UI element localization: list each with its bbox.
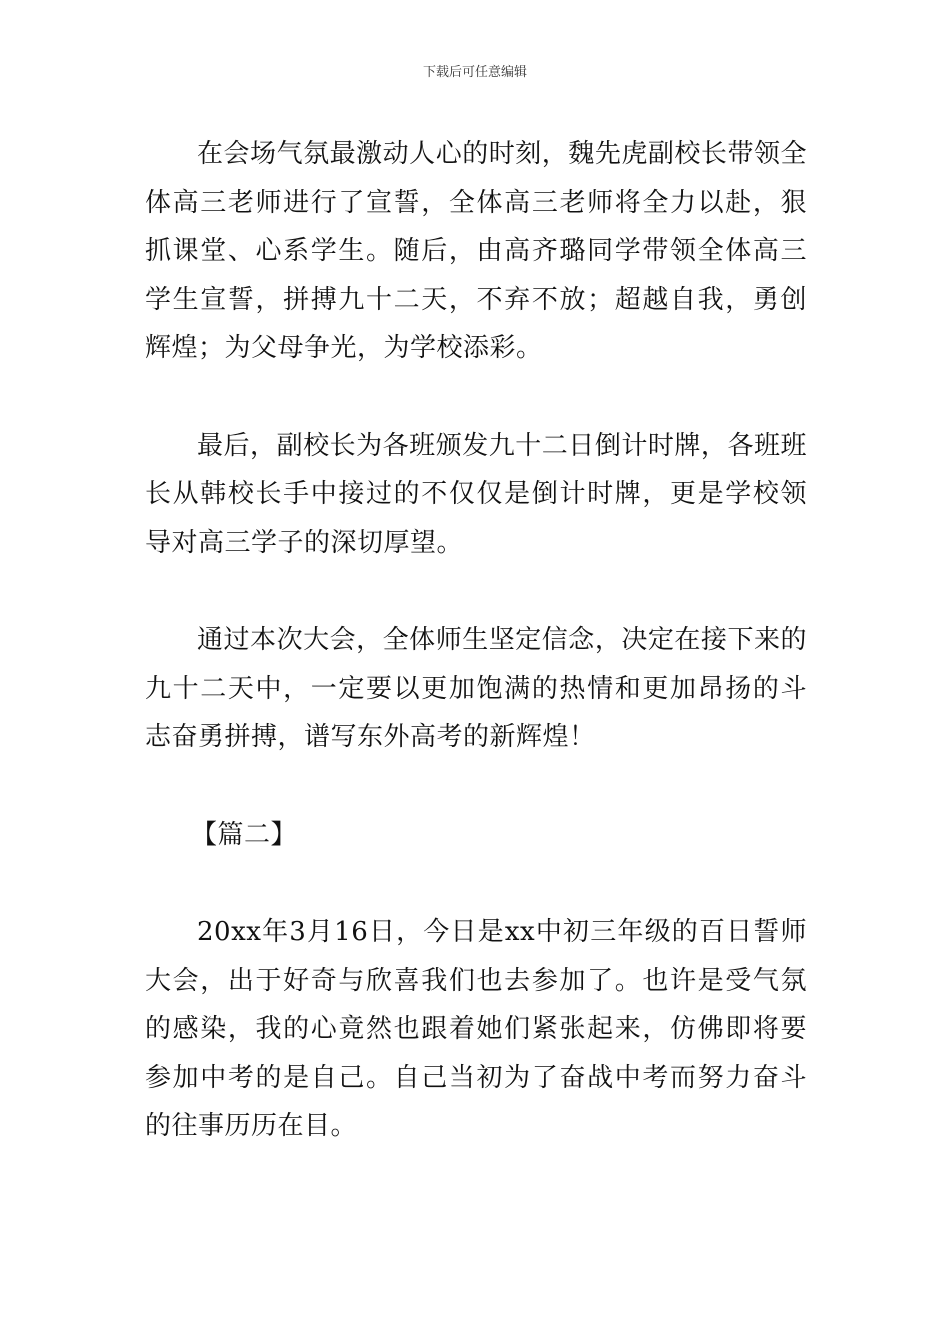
paragraph-conclusion: 通过本次大会，全体师生坚定信念，决定在接下来的九十二天中，一定要以更加饱满的热情和更加昂扬的斗志奋勇拼搏，谱写东外高考的新辉煌！ <box>145 625 807 752</box>
paragraph-countdown: 最后，副校长为各班颁发九十二日倒计时牌，各班班长从韩校长手中接过的不仅仅是倒计时牌，更是学校领导对高三学子的深切厚望。 <box>145 430 807 558</box>
document-body <box>145 130 807 1151</box>
section-heading: 【篇二】 <box>191 819 298 850</box>
paragraph-section-two: 20xx年3月16日，今日是xx中初三年级的百日誓师大会，出于好奇与欣喜我们也去参加了。也许是受气氛的感染，我的心竟然也跟着她们紧张起来，仿佛即将要参加中考的是自己。自己当初为了奋战中考而努力奋斗的往事历历在目。 <box>145 917 807 1141</box>
paragraph-oath: 在会场气氛最激动人心的时刻，魏先虎副校长带领全体高三老师进行了宣誓，全体高三老师将全力以赴，狠抓课堂、心系学生。随后，由高齐璐同学带领全体高三学生宣誓，拼搏九十二天，不弃不放；超越自我，勇创辉煌；为父母争光，为学校添彩。 <box>145 139 807 363</box>
page-header-note: 下载后可任意编辑 <box>422 65 527 80</box>
